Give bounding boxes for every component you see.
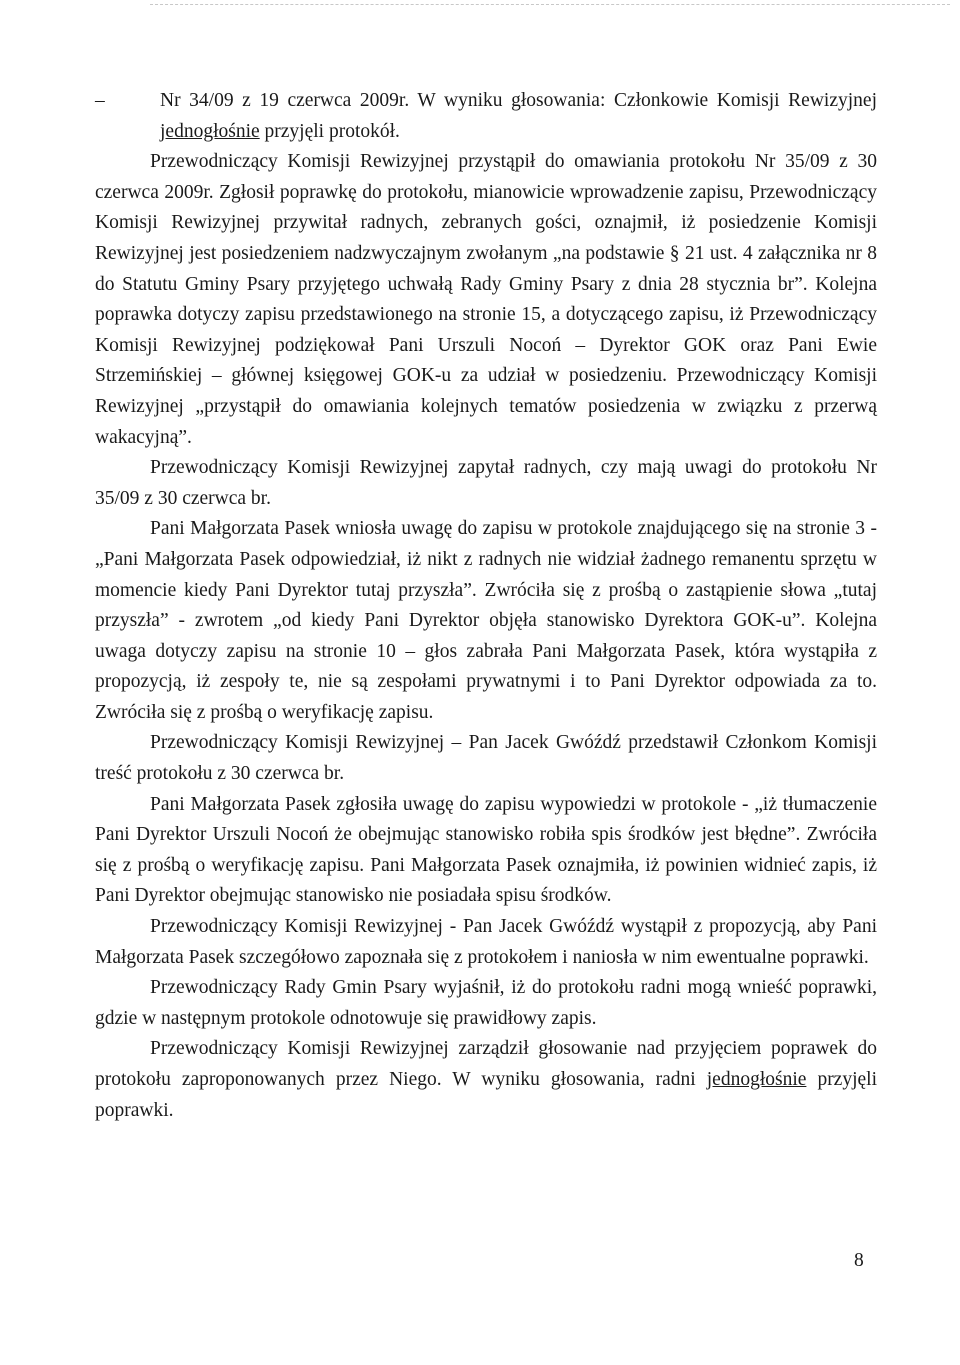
text-run: Przewodniczący Rady Gmin Psary wyjaśnił, iż do protokołu radni mogą wnieść poprawki, gdzie w następnym protokole odnotowuje się prawidłowy zapis.	[95, 977, 877, 1029]
paragraph	[95, 912, 877, 973]
paragraph	[95, 790, 877, 912]
list-dash: –	[95, 90, 105, 111]
paragraph	[95, 1034, 877, 1126]
underlined-text: jednogłośnie	[160, 120, 260, 142]
paragraph	[95, 147, 877, 453]
paragraph	[95, 973, 877, 1034]
paragraph-text	[160, 86, 877, 147]
paragraph	[95, 453, 877, 514]
text-run: Przewodniczący Komisji Rewizyjnej zarządził głosowanie nad przyjęciem poprawek do protokołu zaproponowanych przez Niego. W wyniku głosowania, radni	[95, 1038, 877, 1090]
paragraph-list-item	[95, 86, 877, 147]
text-run: Nr 34/09 z 19 czerwca 2009r. W wyniku głosowania: Członkowie Komisji Rewizyjnej	[160, 90, 877, 111]
text-run: Przewodniczący Komisji Rewizyjnej zapytał radnych, czy mają uwagi do protokołu Nr 35/09 z 30 czerwca br.	[95, 457, 877, 509]
text-run: Przewodniczący Komisji Rewizyjnej - Pan Jacek Gwóźdź wystąpił z propozycją, aby Pani Małgorzata Pasek szczegółowo zapoznała się z protokołem i naniosła w nim ewentualne poprawki.	[95, 916, 877, 968]
page-number: 8	[854, 1250, 864, 1271]
scan-artifact-line	[150, 4, 950, 5]
text-run: Pani Małgorzata Pasek zgłosiła uwagę do zapisu wypowiedzi w protokole - „iż tłumaczenie Pani Dyrektor Urszuli Nocoń że obejmując stanowisko robiła spis środków jest błędne”. Zwróciła się z prośbą o weryfikację zapisu. Pani Małgorzata Pasek oznajmiła, iż powinien widnieć zapis, iż Pani Dyrektor obejmując stanowisko nie posiadała spisu środków.	[95, 793, 877, 907]
paragraph	[95, 728, 877, 789]
text-run: przyjęli poprawki.	[95, 1069, 877, 1121]
text-run: Przewodniczący Komisji Rewizyjnej – Pan Jacek Gwóźdź przedstawił Członkom Komisji treść protokołu z 30 czerwca br.	[95, 732, 877, 785]
text-run: Pani Małgorzata Pasek wniosła uwagę do zapisu w protokole znajdującego się na stronie 3 - „Pani Małgorzata Pasek odpowiedział, iż nikt z radnych nie widział żadnego remanentu sprzętu w momencie kiedy Pani Dyrektor tutaj przyszła”. Zwróciła się z prośbą o zastąpienie słowa „tutaj przyszła” - zwrotem „od kiedy Pani Dyrektor objęła stanowisko Dyrektora GOK-u”. Kolejna uwaga dotyczy zapisu na stronie 10 – głos zabrała Pani Małgorzata Pasek, która wystąpiła z propozycją, iż zespoły te, nie są zespołami prywatnymi i to Pani Dyrektor odpowiada za to. Zwróciła się z prośbą o weryfikację zapisu.	[95, 518, 877, 723]
text-run: Przewodniczący Komisji Rewizyjnej przystąpił do omawiania protokołu Nr 35/09 z 30 czerwca 2009r. Zgłosił poprawkę do protokołu, mianowicie wprowadzenie zapisu, Przewodniczący Komisji Rewizyjnej przywitał radnych, zebranych gości, oznajmił, iż posiedzenie Komisji Rewizyjnej jest posiedzeniem nadzwyczajnym zwołanym „na podstawie § 21 ust. 4 załącznika nr 8 do Statutu Gminy Psary przyjętego uchwałą Rady Gminy Psary z dnia 28 stycznia br”. Kolejna poprawka dotyczy zapisu przedstawionego na stronie 15, a dotyczącego zapisu, iż Przewodniczący Komisji Rewizyjnej podziękował Pani Urszuli Nocoń – Dyrektor GOK oraz Pani Ewie Strzemińskiej – głównej księgowej GOK-u za udział w posiedzeniu. Przewodniczący Komisji Rewizyjnej „przystąpił do omawiania kolejnych tematów posiedzenia w związku z przerwą wakacyjną”.	[95, 151, 877, 448]
paragraph	[95, 514, 877, 728]
document-body	[95, 86, 877, 1126]
underlined-text: jednogłośnie	[706, 1069, 807, 1090]
text-run: przyjęli protokół.	[259, 120, 400, 142]
